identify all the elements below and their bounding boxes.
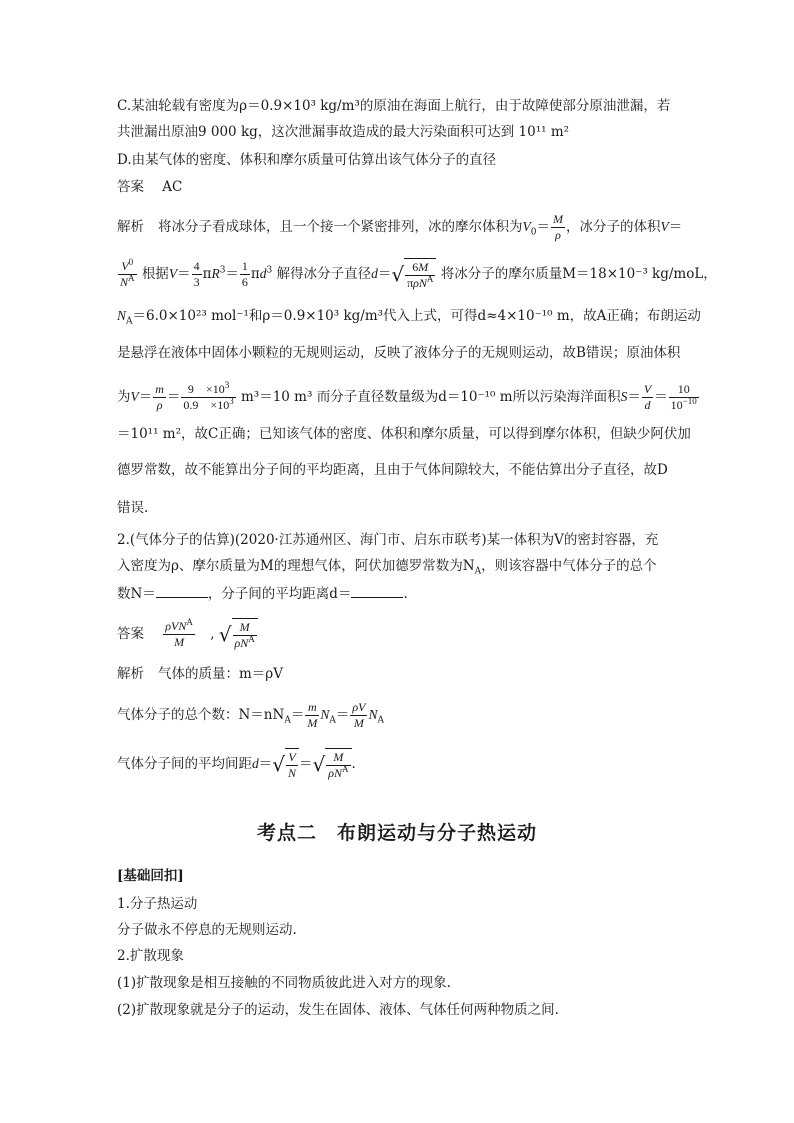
basics-title: [基础回扣] xyxy=(117,868,184,884)
analysis-line2: $\frac{V^0}{N^A}$ 根据V＝ $\frac{4}{3}$ $\pi R^3=$ $\frac{1}{6}$ $\pi d^3$ 解得冰分子直径d＝√ $\frac{6M}{\pi\rho N^A}$ 将冰分子的摩尔质量M＝18×10⁻³ kg/moL， xyxy=(120,257,717,290)
analysis-line6: ＝10¹¹ m²，故C正确；已知该气体的密度、体积和摩尔质量，可以得到摩尔体积，但缺少阿伏加 xyxy=(117,426,691,442)
analysis-text5c: 而分子直径数量级为 xyxy=(316,389,439,405)
answer-blank-n[interactable] xyxy=(156,583,208,598)
item2-title: 2.扩散现象 xyxy=(117,948,184,964)
q2-text2: 入密度为ρ、摩尔质量为M的理想气体，阿伏加德罗常数为N xyxy=(117,558,475,574)
analysis-label: 解析 xyxy=(117,219,144,235)
analysis-line1: 解析 将冰分子看成球体，且一个接一个紧密排列，冰的摩尔体积为$V_0=$ $\frac{M}{\rho}$ ，冰分子的体积V＝ xyxy=(117,212,683,242)
q2-line2: 入密度为ρ、摩尔质量为M的理想气体，阿伏加德罗常数为$N_A$，则该容器中气体分子的总个 xyxy=(117,558,657,577)
analysis2-text3: 气体分子间的平均间距 xyxy=(117,756,252,772)
option-c-line1: C.某油轮载有密度为ρ＝0.9×10³ kg/m³的原油在海面上航行，由于故障使部分原油泄漏，若 xyxy=(117,98,671,114)
answer2: 答案 $\frac{\rho VN^A}{M}$ , √ $\frac{M}{\rho N^A}$ xyxy=(117,618,258,651)
analysis2-line1 xyxy=(117,664,283,684)
section-title: 考点二 布朗运动与分子热运动 xyxy=(256,822,537,844)
q2-text2b: ，则该容器中气体分子的总个 xyxy=(481,558,657,574)
analysis-text2b: 解得冰分子直径 xyxy=(276,266,372,282)
analysis-line7: 德罗常数，故不能算出分子间的平均距离，且由于气体间隙较大，不能估算出分子直径，故D xyxy=(117,462,668,478)
option-d: D.由某气体的密度、体积和摩尔质量可估算出该气体分子的直径 xyxy=(117,152,497,168)
answer2-label: 答案 xyxy=(117,626,144,642)
analysis2-line3: 气体分子间的平均间距d＝√ $\frac{V}{N}$ ＝√ $\frac{M}{\rho N^A}$ . xyxy=(117,750,356,780)
analysis2-label: 解析 xyxy=(117,666,144,682)
q2-line3 xyxy=(117,583,408,604)
analysis2-text2: 气体分子的总个数：N＝nN xyxy=(117,707,285,723)
analysis-line5: 为V＝ $\frac{m}{\rho}$ ＝ $\frac{9 \times 10^3}{0.9 \times 10^3}$ m³＝10 m³ 而分子直径数量级为d＝10⁻¹⁰ m所以污染海洋面积S＝ $\frac{V}{d}$ ＝ $\frac{10}{10^{-10}}$ xyxy=(117,380,697,412)
analysis-text5a: 为 xyxy=(117,389,131,405)
analysis-text1b: ，冰分子的体积 xyxy=(565,219,661,235)
analysis-text2d: M＝18×10⁻³ kg/moL， xyxy=(562,266,717,282)
analysis-text5e: 所以污染海洋面积 xyxy=(512,389,621,405)
analysis-text3: N xyxy=(117,308,127,323)
analysis2-line2: 气体分子的总个数：$N=nN_A=$ $\frac{m}{M}$ $N_A=$ $\frac{\rho V}{M}$ $N_A$ xyxy=(117,700,384,730)
answer1-label: 答案 xyxy=(117,179,144,195)
analysis-text5b: m³＝10 m³ xyxy=(241,389,313,405)
analysis-text1: 将冰分子看成球体，且一个接一个紧密排列，冰的摩尔体积为 xyxy=(158,219,523,235)
item1-body: 分子做永不停息的无规则运动. xyxy=(117,922,297,938)
item2-p2: (2)扩散现象就是分子的运动，发生在固体、液体、气体任何两种物质之间. xyxy=(117,1002,559,1018)
item2-p1: (1)扩散现象是相互接触的不同物质彼此进入对方的现象. xyxy=(117,975,451,991)
item1-title: 1.分子热运动 xyxy=(117,896,198,912)
answer1-value: AC xyxy=(162,179,183,195)
analysis2-text1: 气体的质量：m＝ρV xyxy=(158,666,283,682)
answer-blank-d[interactable] xyxy=(351,583,403,598)
analysis-text5d: d＝10⁻¹⁰ m xyxy=(438,389,513,405)
analysis-text2a: 根据 xyxy=(141,266,169,282)
analysis-line8: 错误. xyxy=(117,500,149,516)
q2-text3b: ，分子间的平均距离d＝ xyxy=(207,586,352,602)
analysis-line4: 是悬浮在液体中固体小颗粒的无规则运动，反映了液体分子的无规则运动，故B错误；原油体积 xyxy=(117,345,681,361)
option-c-line2: 共泄漏出原油9 000 kg，这次泄漏事故造成的最大污染面积可达到 10¹¹ m² xyxy=(117,124,570,140)
analysis-text2c: 将冰分子的摩尔质量 xyxy=(440,266,563,282)
answer1 xyxy=(117,177,182,197)
analysis-line3: $N_A=6.0\times 10^{23}$ mol⁻¹和ρ＝0.9×10³ kg/m³代入上式，可得d≈4×10⁻¹⁰ m，故A正确；布朗运动 xyxy=(117,308,701,327)
analysis-text3b: ＝6.0×10²³ mol⁻¹和ρ＝0.9×10³ kg/m³代入上式，可得d≈4×10⁻¹⁰ m，故A正确；布朗运动 xyxy=(132,308,701,324)
q2-line1: 2.(气体分子的估算)(2020·江苏通州区、海门市、启东市联考)某一体积为V的密封容器，充 xyxy=(117,532,659,548)
q2-period: . xyxy=(403,586,408,602)
q2-text3a: 数N＝ xyxy=(117,586,156,602)
